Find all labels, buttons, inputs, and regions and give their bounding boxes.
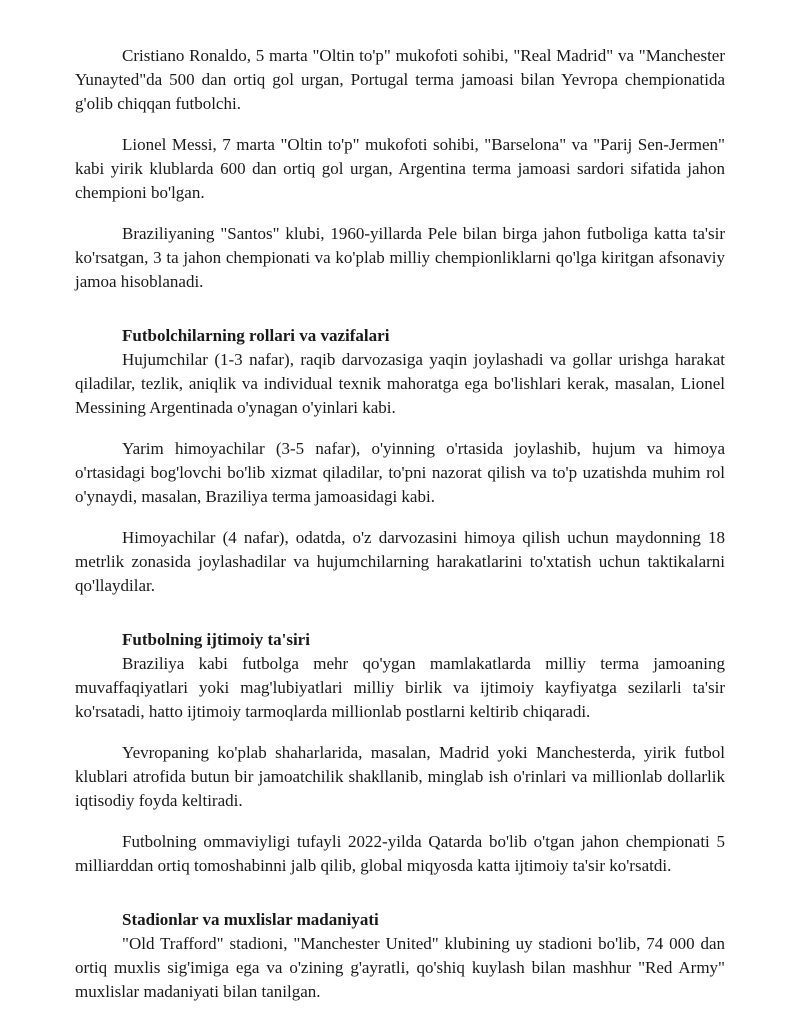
paragraph-defenders: Himoyachilar (4 nafar), odatda, o'z darvozasini himoya qilish uchun maydonning 18 metrlik zonasida joylashadilar va hujumchilarning harakatlarini to'xtatish uchun taktikalarni qo'llaydilar. — [75, 528, 725, 595]
section-heading-roles: Futbolchilarning rollari va vazifalari — [122, 326, 390, 345]
paragraph-forwards: Hujumchilar (1-3 nafar), raqib darvozasiga yaqin joylashadi va gollar urishga harakat qiladilar, tezlik, aniqlik va individual texnik mahoratga ega bo'lishlari kerak, masalan, Lionel Messining Argentinada o'ynagan o'yinlari kabi. — [75, 350, 725, 417]
paragraph-world-cup-2022: Futbolning ommaviyligi tufayli 2022-yilda Qatarda bo'lib o'tgan jahon chempionati 5 milliarddan ortiq tomoshabinni jalb qilib, global miqyosda katta ijtimoiy ta'sir ko'rsatdi. — [75, 832, 725, 875]
paragraph-national-mood: Braziliya kabi futbolga mehr qo'ygan mamlakatlarda milliy terma jamoaning muvaffaqiyatlari yoki mag'lubiyatlari milliy birlik va ijtimoiy kayfiyatga sezilarli ta'sir ko'rsatadi, hatto ijtimoiy tarmoqlarda millionlab postlarni keltirib chiqaradi. — [75, 654, 725, 721]
paragraph-midfielders: Yarim himoyachilar (3-5 nafar), o'yinning o'rtasida joylashib, hujum va himoya o'rtasidagi bog'lovchi bo'lib xizmat qiladilar, to'pni nazorat qilish va to'p uzatishda muhim rol o'ynaydi, masalan, Braziliya terma jamoasidagi kabi. — [75, 439, 725, 506]
section-heading-social-impact: Futbolning ijtimoiy ta'siri — [122, 630, 310, 649]
section-heading-stadiums: Stadionlar va muxlislar madaniyati — [122, 910, 379, 929]
paragraph-old-trafford: "Old Trafford" stadioni, "Manchester United" klubining uy stadioni bo'lib, 74 000 dan ortiq muxlis sig'imiga ega va o'zining g'ayratli, qo'shiq kuylash bilan mashhur "Red Army" muxlislar madaniyati bilan tanilgan. — [75, 934, 725, 1001]
paragraph-economic-benefit: Yevropaning ko'plab shaharlarida, masalan, Madrid yoki Manchesterda, yirik futbol klublari atrofida butun bir jamoatchilik shakllanib, minglab ish o'rinlari va millionlab dollarlik iqtisodiy foyda keltiradi. — [75, 743, 725, 810]
intro-paragraph-ronaldo: Cristiano Ronaldo, 5 marta "Oltin to'p" mukofoti sohibi, "Real Madrid" va "Manchester Yunayted"da 500 dan ortiq gol urgan, Portugal terma jamoasi bilan Yevropa chempionatida g'olib chiqqan futbolchi. — [75, 46, 725, 113]
intro-paragraph-santos: Braziliyaning "Santos" klubi, 1960-yillarda Pele bilan birga jahon futboliga katta ta'sir ko'rsatgan, 3 ta jahon chempionati va ko'plab milliy chempionliklarni qo'lga kiritgan afsonaviy jamoa hisoblanadi. — [75, 224, 725, 291]
intro-paragraph-messi: Lionel Messi, 7 marta "Oltin to'p" mukofoti sohibi, "Barselona" va "Parij Sen-Jermen" kabi yirik klublarda 600 dan ortiq gol urgan, Argentina terma jamoasi sardori sifatida jahon chempioni bo'lgan. — [75, 135, 725, 202]
